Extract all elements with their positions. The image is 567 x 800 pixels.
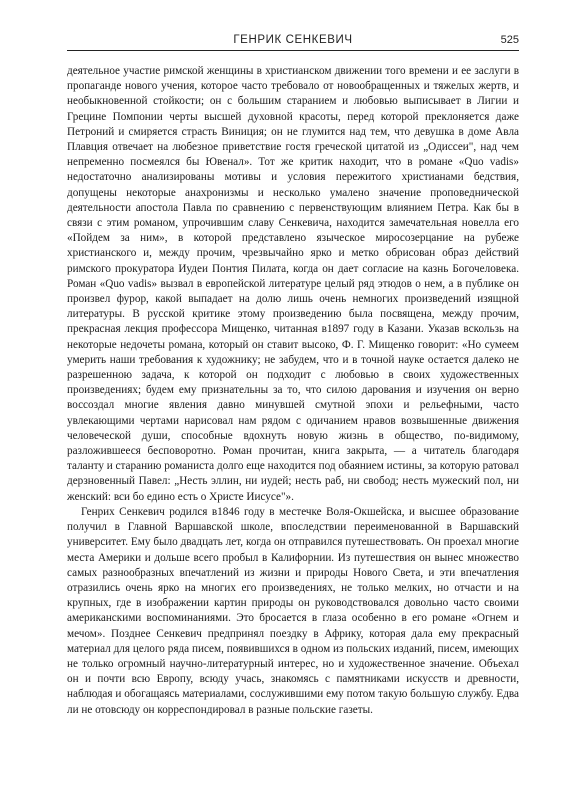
paragraph-biography: Генрих Сенкевич родился в1846 году в местечке Воля-Окшейска, и высшее образование получил в Главной Варшавской школе, впоследствии переименованной в Варшавский университет. Ему было двадцать лет, когда он отправился путешествовать. Он проехал многие места Америки и дольше всего пробыл в Калифорнии. Из путешествия он вынес множество самых разнообразных впечатлений из жизни и природы Нового Света, и эти впечатления отразились очень ярко на многих его произведениях, не только мелких, но отчасти и на крупных, где в изображении картин природы он руководствовался довольно часто своими американскими воспоминаниями. Это бросается в глаза особенно в его романе «Огнем и мечом». Позднее Сенкевич предпринял поездку в Африку, которая дала ему прекрасный материал для целого ряда писем, появившихся в одном из польских изданий, писем, имеющих не только огромный научно-литературный интерес, но и художественное значение. Объехал он и почти всю Европу, всюду учась, знакомясь с памятниками искусств и древности, наблюдая и обогащаясь материалами, сослужившими ему потом такую большую службу. Едва ли не отовсюду он корреспондировал в разные польские газеты.	[67, 505, 519, 716]
running-title: ГЕНРИК СЕНКЕВИЧ	[233, 34, 353, 46]
page-number: 525	[500, 34, 519, 46]
body-text	[67, 64, 519, 718]
paragraph-continued: деятельное участие римской женщины в христианском движении того времени и ее заслуги в пропаганде нового учения, которое часто требовало от новообращенных и тяжелых жертв, и необыкновенной стойкости; он с большим старанием и любовью выписывает в Лигии и Грецине Помпонии черты высшей духовной красоты, перед которой преклоняется даже Петроний и смиряется страсть Виниция; он не глумится над тем, что девушка в доме Авла Плавция отвечает на любезное приветствие гостя греческой цитатой из „Одиссеи", над чем непременно посмеялся бы Ювенал». Тот же критик находит, что в романе «Quo vadis» недостаточно анализированы мотивы и условия пережитого христианами бедствия, допущены некоторые анахронизмы и несколько умалено значение проповеднической деятельности апостола Павла по сравнению с первенствующим влиянием Петра. Как бы в связи с этим романом, упрочившим славу Сенкевича, находится замечательная новелла его «Пойдем за ним», в которой представлено языческое миросозерцание на рубеже христианского и, между прочим, чрезвычайно ярко и метко обрисован образ действий римского прокуратора Иудеи Понтия Пилата, когда он дает согласие на казнь Богочеловека. Роман «Quo vadis» вызвал в европейской литературе целый ряд этюдов о нем, а в публике он произвел фурор, какой выпадает на долю лишь очень немногих произведений изящной литературы. В русской критике этому произведению была посвящена, между прочим, прекрасная лекция профессора Мищенко, читанная в1897 году в Казани. Указав вскользь на некоторые недочеты романа, который он ставит высоко, Ф. Г. Мищенко говорит: «Но сумеем умерить наши требования к художнику; не забудем, что и в точной науке остается далеко не разрешенною задача, к которой он подходит с любовью в своих художественных произведениях; будем ему признательны за то, что силою дарования и изучения он верно воссоздал многие явления давно минувшей смутной эпохи и рельефными, часто увлекающими чертами нарисовал нам рядом с одичанием нравов возвышенные движения человеческой души, способные вдохнуть новую жизнь в общество, по-видимому, разложившееся бесповоротно. Роман прочитан, книга закрыта, — а читатель благодаря таланту и старанию романиста долго еще находится под обаянием истины, за которую ратовал дерзновенный Павел: „Несть эллин, ни иудей; несть раб, ни свобод; несть мужеский пол, ни женский: вси бо едино есть о Христе Иисусе"».	[67, 65, 519, 503]
running-header	[67, 32, 519, 51]
